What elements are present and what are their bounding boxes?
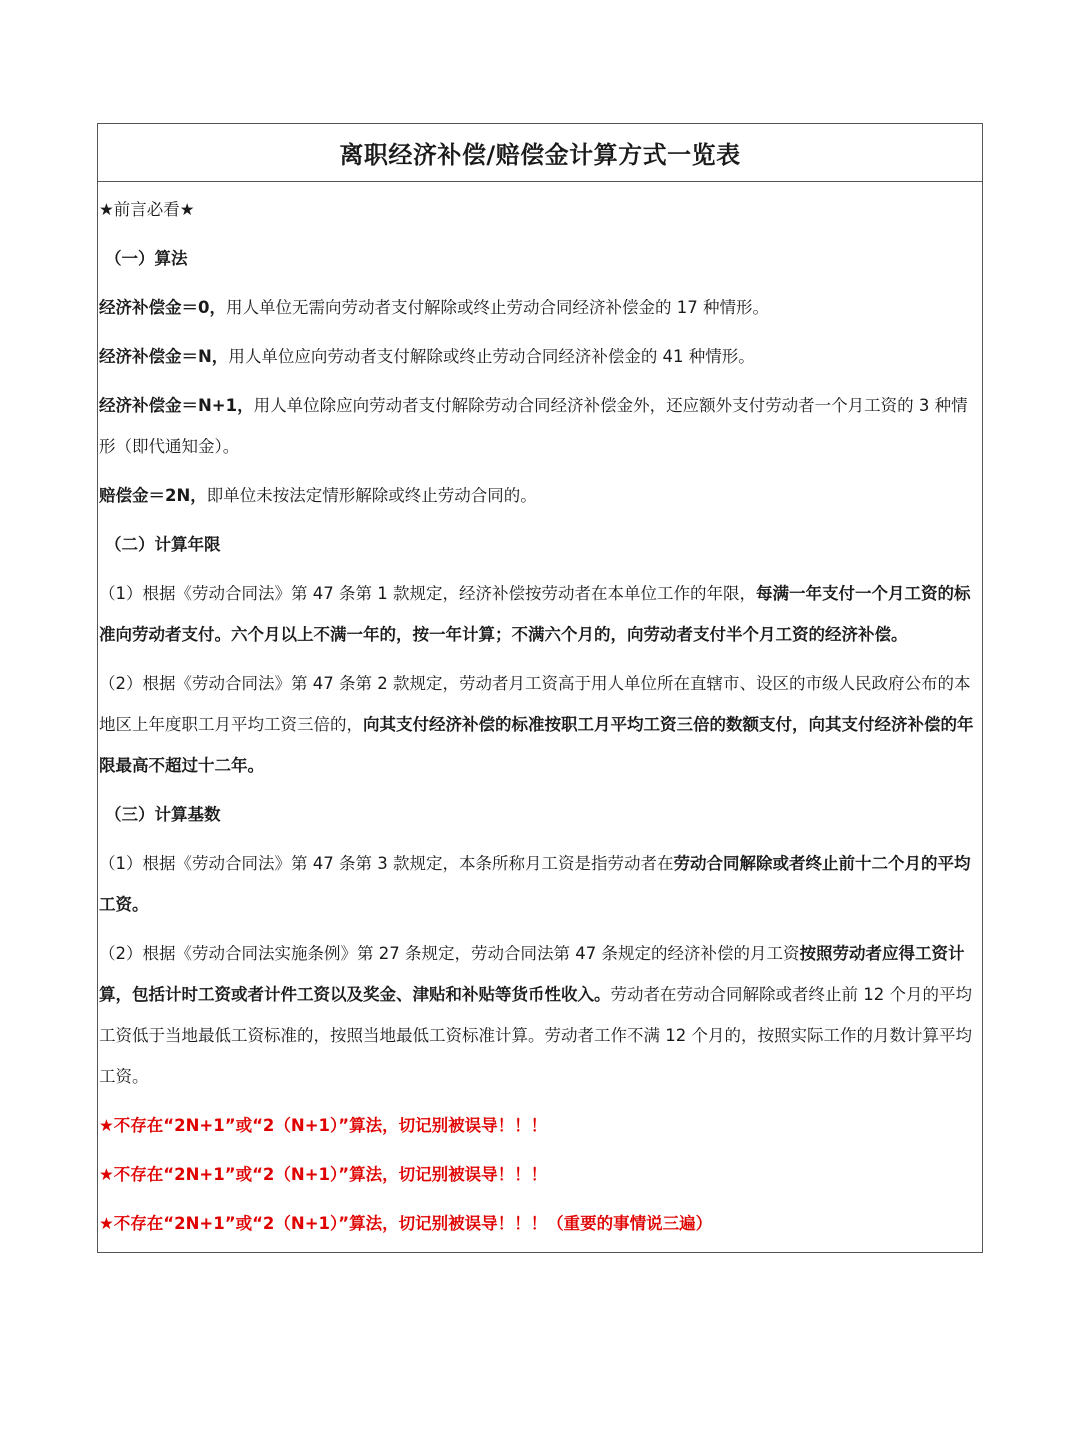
section-heading-algorithm: （一）算法 xyxy=(105,249,188,268)
algorithm-line: 赔偿金＝2N，即单位未按法定情形解除或终止劳动合同的。 xyxy=(99,486,537,505)
algorithm-line: 经济补偿金＝0，用人单位无需向劳动者支付解除或终止劳动合同经济补偿金的 17 种情形。 xyxy=(99,298,769,317)
algorithm-line: 经济补偿金＝N+1，用人单位除应向劳动者支付解除劳动合同经济补偿金外，还应额外支付劳动者一个月工资的 3 种情形（即代通知金）。 xyxy=(99,396,968,456)
algorithm-line: 经济补偿金＝N，用人单位应向劳动者支付解除或终止劳动合同经济补偿金的 41 种情形。 xyxy=(99,347,755,366)
preface: ★前言必看★ xyxy=(99,200,195,219)
page-title: 离职经济补偿/赔偿金计算方式一览表 xyxy=(98,124,982,182)
warning-line: ★不存在“2N+1”或“2（N+1）”算法，切记别被误导！！！ xyxy=(99,1165,548,1184)
section-heading-base: （三）计算基数 xyxy=(105,805,221,824)
base-paragraph-2: （2）根据《劳动合同法实施条例》第 27 条规定，劳动合同法第 47 条规定的经济补偿的月工资按照劳动者应得工资计算，包括计时工资或者计件工资以及奖金、津贴和补贴等货币性收入。劳动者在劳动合同解除或者终止前 12 个月的平均工资低于当地最低工资标准的，按照当地最低工资标准计算。劳动者工作不满 12 个月的，按照实际工作的月数计算平均工资。 xyxy=(99,944,972,1086)
document-table xyxy=(97,123,983,1253)
years-paragraph-2: （2）根据《劳动合同法》第 47 条第 2 款规定，劳动者月工资高于用人单位所在直辖市、设区的市级人民政府公布的本地区上年度职工月平均工资三倍的，向其支付经济补偿的标准按职工月平均工资三倍的数额支付，向其支付经济补偿的年限最高不超过十二年。 xyxy=(99,674,974,775)
years-paragraph-1: （1）根据《劳动合同法》第 47 条第 1 款规定，经济补偿按劳动者在本单位工作的年限，每满一年支付一个月工资的标准向劳动者支付。六个月以上不满一年的，按一年计算；不满六个月的，向劳动者支付半个月工资的经济补偿。 xyxy=(99,584,971,644)
base-paragraph-1: （1）根据《劳动合同法》第 47 条第 3 款规定，本条所称月工资是指劳动者在劳动合同解除或者终止前十二个月的平均工资。 xyxy=(99,854,971,914)
warning-line: ★不存在“2N+1”或“2（N+1）”算法，切记别被误导！！！ xyxy=(99,1116,548,1135)
section-heading-years: （二）计算年限 xyxy=(105,535,221,554)
warning-line: ★不存在“2N+1”或“2（N+1）”算法，切记别被误导！！！（重要的事情说三遍） xyxy=(99,1214,713,1233)
table-body xyxy=(98,182,982,1252)
